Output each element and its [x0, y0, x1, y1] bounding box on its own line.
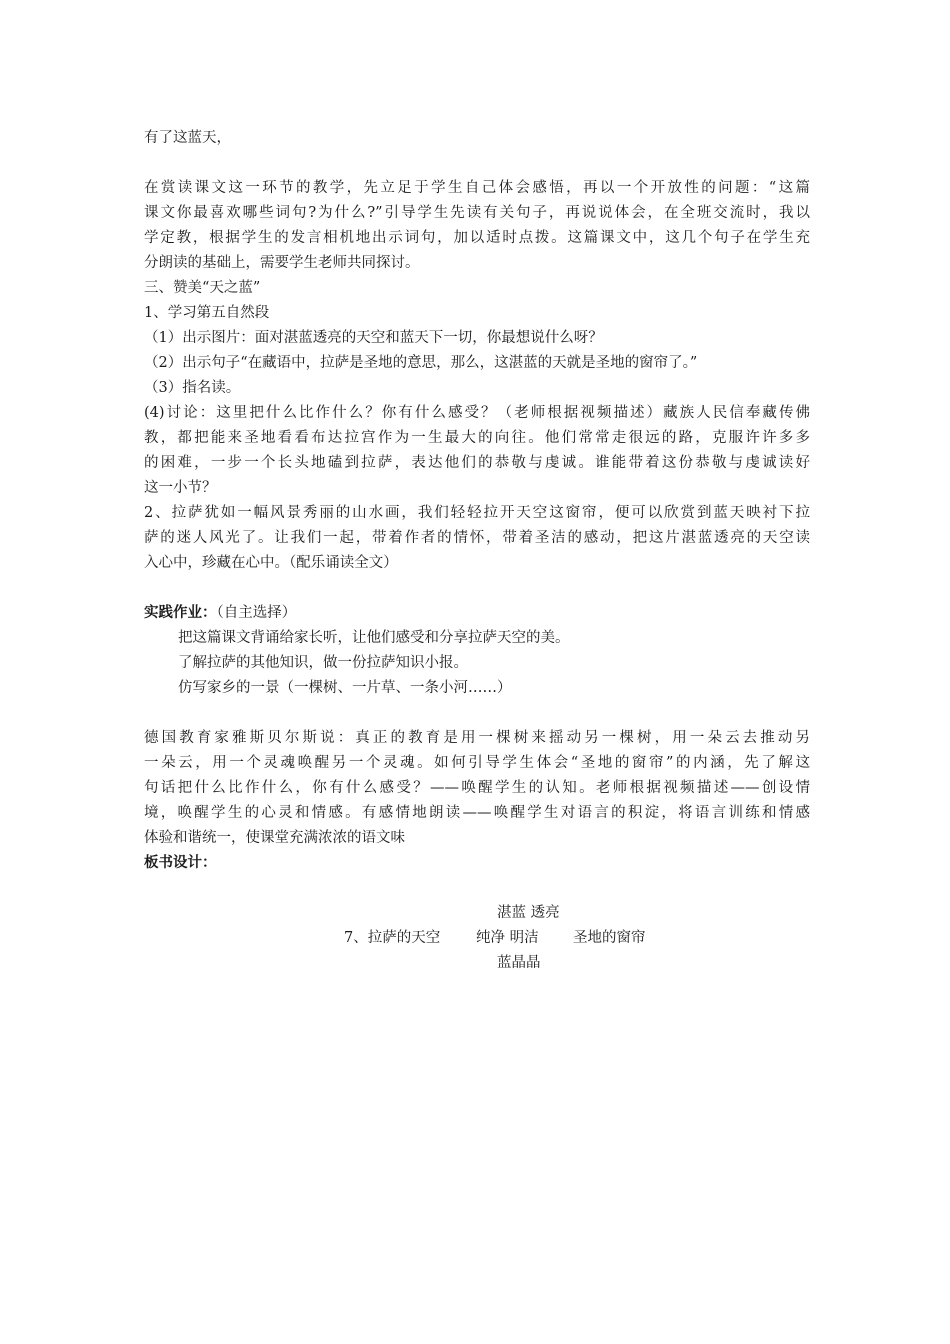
section-heading: 三、赞美“天之蓝” [144, 280, 261, 296]
text-line: 德国教育家雅斯贝尔斯说：真正的教育是用一棵树来摇动另一棵树，用一朵云去推动另 [144, 730, 810, 746]
list-item: （1）出示图片：面对湛蓝透亮的天空和蓝天下一切，你最想说什么呀？ [144, 330, 603, 346]
text-line: 分朗读的基础上，需要学生老师共同探讨。 [144, 255, 420, 271]
text-line: 入心中，珍藏在心中。（配乐诵读全文） [144, 555, 398, 571]
homework-title: 实践作业： [144, 604, 217, 621]
homework-heading [144, 601, 810, 625]
text-line: 这一小节？ [144, 480, 217, 496]
board-lesson-title: 7、拉萨的天空 [344, 930, 441, 946]
text-line: 课文你最喜欢哪些词句?为什么?”引导学生先读有关句子，再说说体会，在全班交流时，我以 [144, 205, 810, 221]
list-item: （3）指名读。 [144, 380, 241, 396]
text-line: 学定教，根据学生的发言相机地出示词句，加以适时点拨。这篇课文中，这几个句子在学生充 [144, 230, 810, 246]
text-line: (4)讨论：这里把什么比作什么？你有什么感受？（老师根据视频描述）藏族人民信奉藏传佛 [144, 405, 810, 421]
board-right-words: 圣地的窗帘 [573, 930, 646, 946]
homework-item: 把这篇课文背诵给家长听，让他们感受和分享拉萨天空的美。 [178, 630, 570, 646]
text-line: 萨的迷人风光了。让我们一起，带着作者的情怀，带着圣洁的感动，把这片湛蓝透亮的天空读 [144, 530, 810, 546]
board-middle-words: 纯净 明洁 [476, 930, 539, 946]
text-line: 体验和谐统一，使课堂充满浓浓的语文味 [144, 830, 405, 846]
subsection-heading: 1、学习第五自然段 [144, 305, 270, 321]
text-line: 的困难，一步一个长头地磕到拉萨，表达他们的恭敬与虔诚。谁能带着这份恭敬与虔诚读好 [144, 455, 810, 471]
text-line: 2、拉萨犹如一幅风景秀丽的山水画，我们轻轻拉开天空这窗帘，便可以欣赏到蓝天映衬下拉 [144, 505, 810, 521]
text-line: 在赏读课文这一环节的教学，先立足于学生自己体会感悟，再以一个开放性的问题：“这篇 [144, 180, 810, 196]
text-line: 有了这蓝天， [144, 130, 231, 146]
text-line: 一朵云，用一个灵魂唤醒另一个灵魂。如何引导学生体会“圣地的窗帘”的内涵，先了解这 [144, 755, 810, 771]
homework-note: （自主选择） [216, 605, 297, 621]
board-bottom-words: 蓝晶晶 [497, 955, 541, 971]
homework-item: 仿写家乡的一景（一棵树、一片草、一条小河……） [178, 680, 512, 696]
board-design-heading: 板书设计： [144, 854, 217, 871]
text-line: 境，唤醒学生的心灵和情感。有感情地朗读——唤醒学生对语言的积淀，将语言训练和情感 [144, 805, 810, 821]
list-item: （2）出示句子“在藏语中，拉萨是圣地的意思，那么，这湛蓝的天就是圣地的窗帘了。” [144, 355, 698, 371]
text-line: 教，都把能来圣地看看布达拉宫作为一生最大的向往。他们常常走很远的路，克服许许多多 [144, 430, 810, 446]
text-line: 句话把什么比作什么，你有什么感受？——唤醒学生的认知。老师根据视频描述——创设情 [144, 780, 810, 796]
board-top-words: 湛蓝 透亮 [497, 905, 560, 921]
homework-item: 了解拉萨的其他知识，做一份拉萨知识小报。 [178, 655, 468, 671]
